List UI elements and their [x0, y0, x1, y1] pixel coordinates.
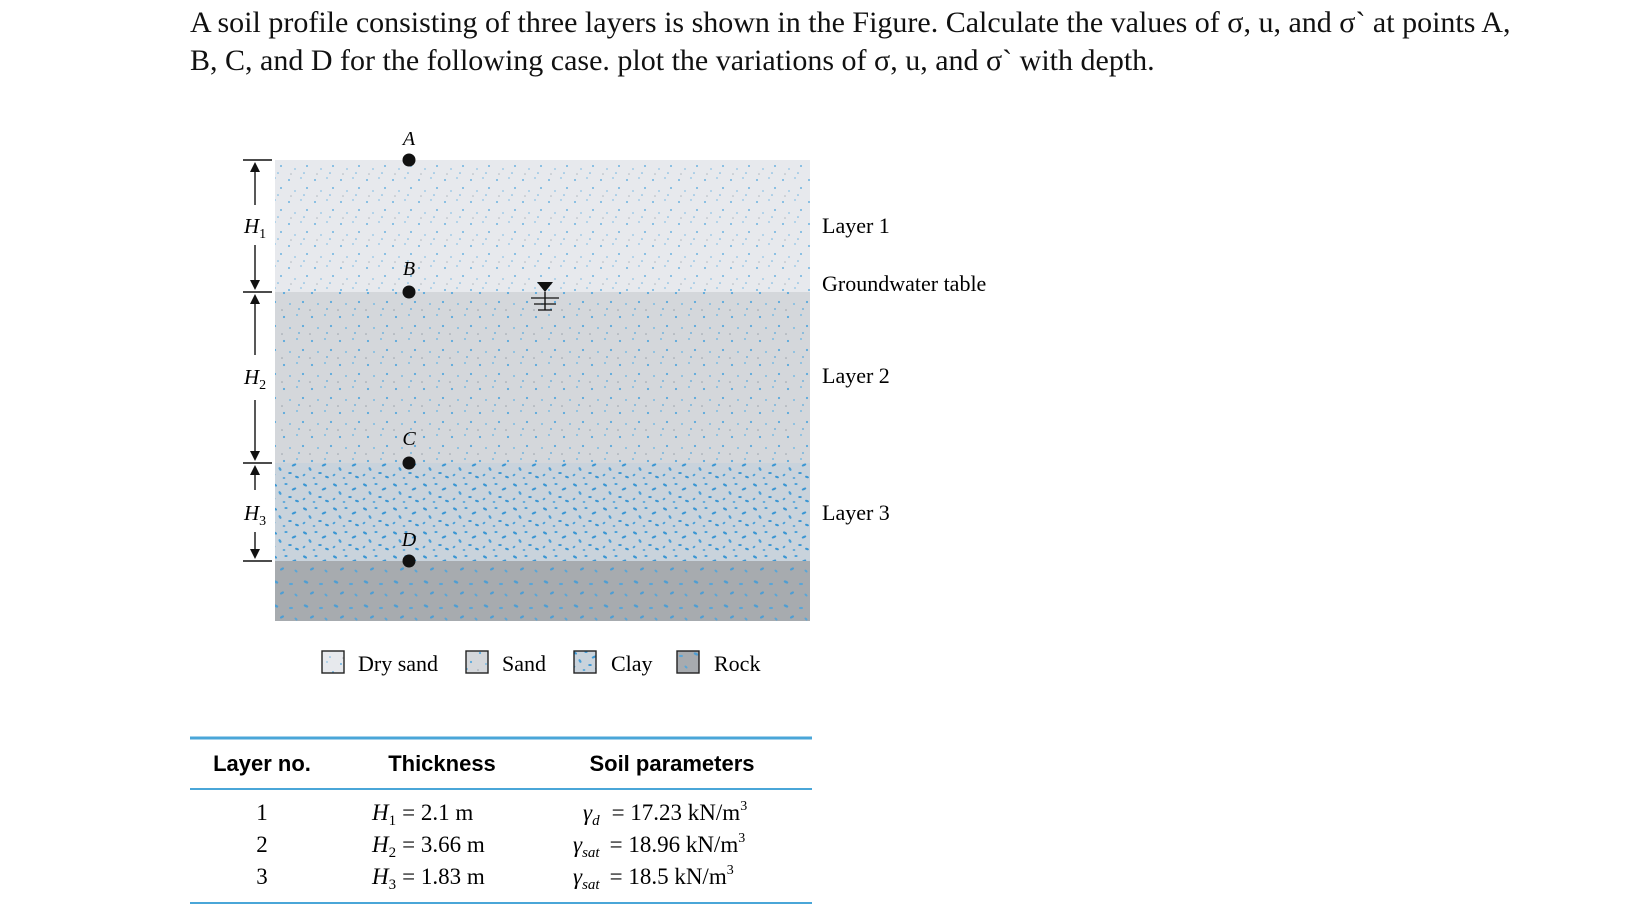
layer-sand	[275, 292, 810, 463]
point-d-label: D	[401, 529, 417, 551]
point-d	[401, 529, 417, 568]
cell-thickness: $H_1 = 2.1$ m	[372, 800, 474, 829]
point-b	[403, 258, 416, 299]
legend-clay	[574, 651, 653, 676]
point-a	[401, 128, 416, 167]
cell-layer-no: 2	[256, 832, 268, 857]
label-layer-1: Layer 1	[822, 213, 890, 238]
header-thickness: Thickness	[388, 751, 496, 776]
cell-soil-parameter: $\gamma_d = 17.23$ $kN/m^3$	[583, 799, 748, 829]
legend-rock-swatch	[677, 651, 699, 673]
soil-table	[190, 738, 812, 903]
table-row	[256, 831, 745, 861]
cell-soil-parameter: $\gamma_{sat} = 18.5$ $kN/m^3$	[573, 863, 734, 893]
legend-rock-label: Rock	[714, 651, 761, 676]
legend-rock	[677, 651, 760, 676]
point-b-label: B	[402, 258, 416, 280]
layer-rock	[275, 561, 810, 621]
point-c	[402, 428, 416, 470]
legend-dry-sand-label: Dry sand	[358, 651, 439, 676]
point-c-label: C	[402, 428, 416, 450]
cell-thickness: $H_2 = 3.66$ m	[372, 832, 485, 861]
label-groundwater-table: Groundwater table	[822, 271, 987, 296]
dimension-h1	[243, 214, 266, 242]
cell-layer-no: 3	[256, 864, 268, 889]
legend-sand-swatch	[466, 651, 488, 673]
layer-clay	[275, 463, 810, 561]
cell-soil-parameter: $\gamma_{sat} = 18.96$ $kN/m^3$	[573, 831, 746, 861]
label-layer-3: Layer 3	[822, 500, 890, 525]
label-layer-2: Layer 2	[822, 363, 890, 388]
layer-dry-sand	[275, 160, 810, 292]
table-row	[256, 863, 733, 893]
legend	[322, 651, 760, 676]
svg-text:H3: $H_3$	[244, 501, 267, 529]
cell-thickness: $H_3 = 1.83$ m	[372, 864, 485, 893]
header-soil-parameters: Soil parameters	[589, 751, 755, 776]
legend-sand	[466, 651, 546, 676]
problem-line-1: A soil profile consisting of three layers is shown in the Figure. Calculate the values of σ, u, and σ` at points A,	[190, 6, 1511, 39]
cell-layer-no: 1	[256, 800, 268, 825]
legend-clay-label: Clay	[611, 651, 653, 676]
svg-text:H2: $H_2$	[244, 365, 267, 393]
legend-clay-swatch	[574, 651, 596, 673]
legend-sand-label: Sand	[502, 651, 546, 676]
svg-text:H1: $H_1$	[244, 214, 267, 242]
point-a-label: A	[402, 128, 416, 150]
dimension-h3	[243, 501, 266, 529]
table-row	[256, 799, 747, 829]
header-layer-no: Layer no.	[213, 751, 311, 776]
dimension-h2	[243, 365, 266, 393]
legend-dry-sand	[322, 651, 438, 676]
problem-line-2: B, C, and D for the following case. plot the variations of σ, u, and σ` with depth.	[190, 44, 1155, 77]
legend-dry-sand-swatch	[322, 651, 344, 673]
